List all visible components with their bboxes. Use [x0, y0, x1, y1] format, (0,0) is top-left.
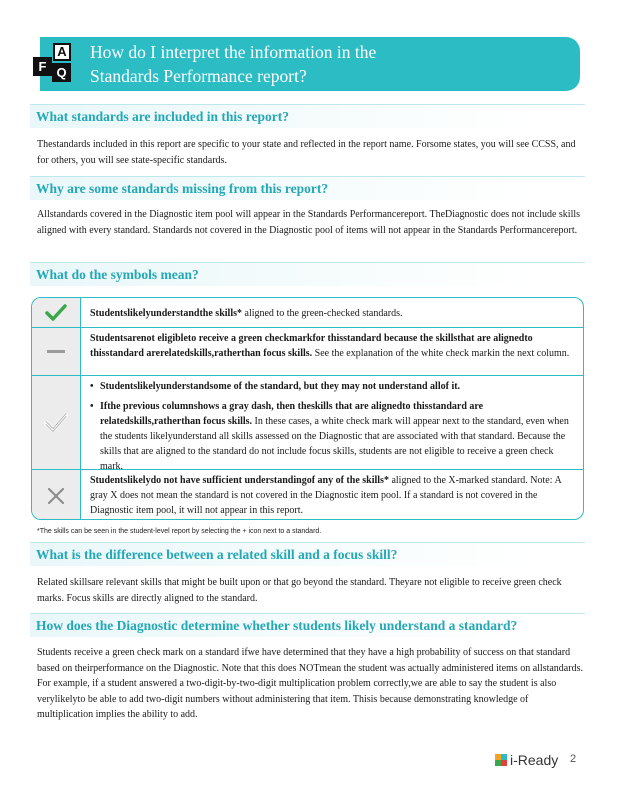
- symbol-desc: [90, 331, 579, 361]
- symbol-desc-bold: Studentslikelyunderstandthe skills*: [90, 308, 242, 319]
- section-heading-symbols: What do the symbols mean?: [30, 262, 585, 286]
- x-mark-icon: [46, 486, 66, 506]
- faq-icon: [31, 40, 79, 86]
- symbol-desc-bold: Studentsarenot eligibleto receive a green checkmarkfor thisstandard because the skillsthat are alignedto thisstandard arerelatedskills,ratherthan focus skills.: [90, 333, 533, 359]
- section-heading-included: What standards are included in this report?: [30, 104, 585, 128]
- symbol-cell: [32, 470, 81, 520]
- symbol-desc-list: [90, 379, 579, 479]
- symbol-cell: [32, 298, 81, 327]
- symbol-row-x-mark: [32, 470, 583, 520]
- section-heading-difference: What is the difference between a related skill and a focus skill?: [30, 542, 585, 566]
- symbol-desc: [90, 473, 579, 518]
- section-body-included: Thestandards included in this report are specific to your state and reflected in the report name. Forsome states, you will see CCSS, and for others, you will see state-specific standards.: [37, 139, 576, 166]
- symbol-desc-text: In these cases, a white check mark will appear next to the standard, even when the students likelyunderstand all skills assessed on the Diagnostic that are associated with that standard. Because the skills that are aligned to the standard do not include focus skills, students are not eligible to receive a green check mark.: [100, 416, 569, 472]
- section-body-determine: Students receive a green check mark on a standard ifwe have determined that they have a high probability of success on that standard based on theirperformance on the Diagnostic. Note that this does NOTmean the student was actually administered items on allstandards. For example, if a student answered a two-digit-by-two-digit multiplication problem correctly,we are able to say the student is also verylikelyto be able to add two-digit numbers without administering that item. Thisis because demonstrating knowledge of multiplication implies the ability to add.: [37, 647, 583, 720]
- symbol-desc-bullet: [90, 399, 579, 474]
- title-banner: [40, 37, 580, 91]
- symbol-desc: [90, 306, 579, 321]
- symbol-row-green-check: [32, 298, 583, 328]
- green-check-icon: [44, 303, 68, 323]
- symbol-desc-bullet: [90, 379, 579, 394]
- iready-logo-text: i-Ready: [510, 752, 559, 768]
- iready-logo-icon: [495, 754, 507, 766]
- faq-letter-f: F: [33, 57, 52, 76]
- section-body-missing: Allstandards covered in the Diagnostic item pool will appear in the Standards Performancereport. TheDiagnostic does not include skills aligned with every standard. Standards not covered in the Diagnostic pool of items will not appear in the Standards Performancereport.: [37, 209, 581, 236]
- symbol-desc-text: aligned to the X-marked standard. Note: A gray X does not mean the standard is not covered in the Diagnostic item pool. If a standard is not covered in the Diagnostic item pool, it will not appear in this report.: [90, 475, 562, 516]
- faq-letter-q: Q: [52, 63, 71, 82]
- symbol-desc-text: See the explanation of the white check markin the next column.: [314, 348, 570, 359]
- symbol-cell: [32, 376, 81, 469]
- page-title-line1: How do I interpret the information in the: [90, 42, 377, 62]
- section-body-difference: Related skillsare relevant skills that might be built upon or that go beyond the standard. Theyare not eligible to receive green check marks. Focus skills are directly aligned to the standard.: [37, 577, 562, 604]
- symbol-cell: [32, 328, 81, 375]
- symbol-desc-bold: Ifthe previous columnshows a gray dash, then theskills that are alignedto thisstandard are relatedskills,ratherthan focus skills.: [100, 401, 484, 427]
- white-check-icon: [43, 412, 69, 434]
- iready-logo: [495, 752, 558, 768]
- page-number: 2: [570, 753, 577, 765]
- faq-letter-a: A: [53, 43, 71, 61]
- page-title-line2: Standards Performance report?: [90, 66, 307, 86]
- section-heading-determine: How does the Diagnostic determine whether students likely understand a standard?: [30, 613, 585, 637]
- symbol-row-gray-dash: [32, 328, 583, 376]
- symbol-desc-text: aligned to the green-checked standards.: [244, 308, 403, 319]
- symbol-desc-bold: Studentslikelydo not have sufficient understandingof any of the skills*: [90, 475, 389, 486]
- gray-dash-icon: [46, 349, 66, 355]
- symbol-row-white-check: [32, 376, 583, 470]
- footnote: *The skills can be seen in the student-level report by selecting the + icon next to a standard.: [37, 528, 322, 535]
- section-heading-missing: Why are some standards missing from this report?: [30, 176, 585, 200]
- page-title: [90, 40, 376, 88]
- symbols-table: [31, 297, 584, 520]
- symbol-desc-bold: Studentslikelyunderstandsome of the standard, but they may not understand allof it.: [100, 381, 461, 392]
